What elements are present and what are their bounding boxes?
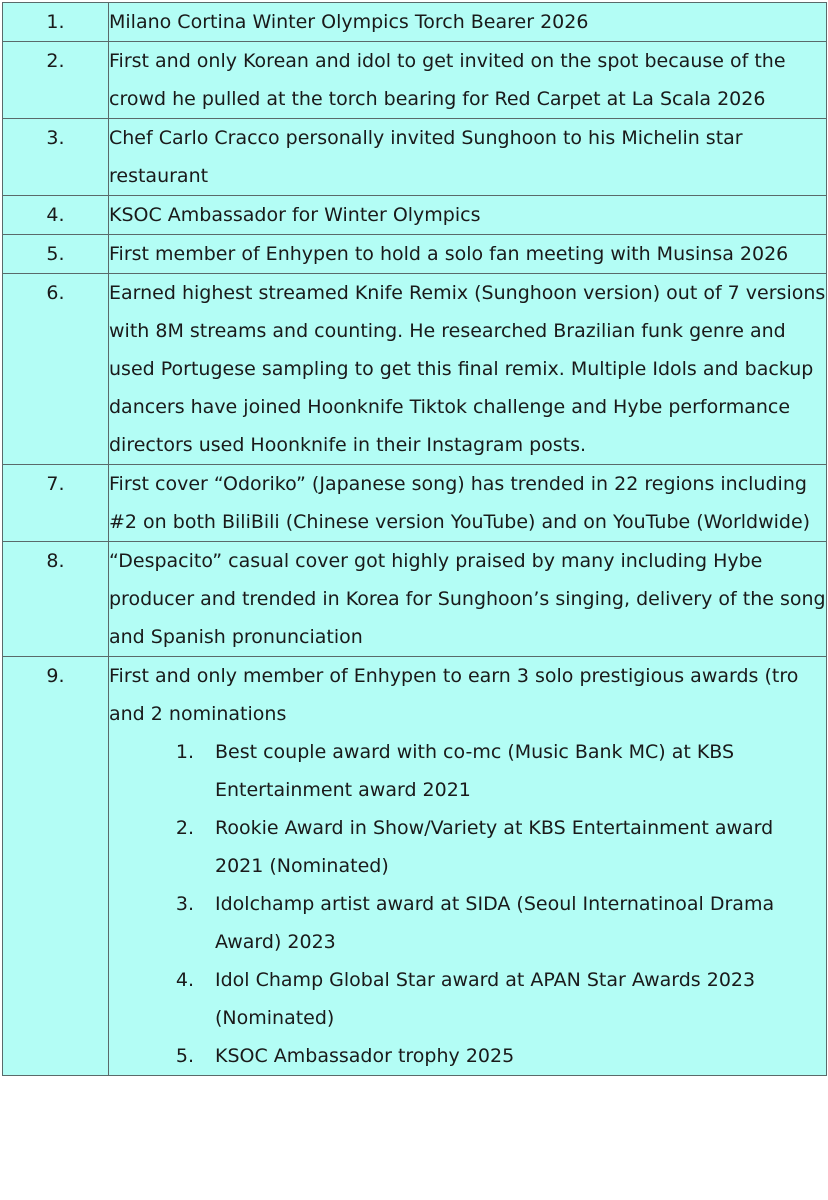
- row-number: 1.: [3, 3, 109, 42]
- sub-item-number: 5.: [175, 1045, 194, 1067]
- table-row: [3, 235, 827, 274]
- row-number: 5.: [3, 235, 109, 274]
- sub-item-number: 1.: [175, 741, 194, 763]
- row-number: 3.: [3, 119, 109, 196]
- row-number: 7.: [3, 465, 109, 542]
- row-number: 4.: [3, 196, 109, 235]
- row-text: “Despacito” casual cover got highly praised by many including Hybe producer and trended in Korea for Sunghoon’s singing, delivery of the song and Spanish pronunciation: [109, 542, 827, 657]
- row-text: KSOC Ambassador for Winter Olympics: [109, 196, 827, 235]
- table-row: [3, 3, 827, 42]
- table-row: [3, 542, 827, 657]
- list-item: [109, 1037, 826, 1075]
- sub-item-number: 2.: [175, 817, 194, 839]
- row-text: First cover “Odoriko” (Japanese song) has trended in 22 regions including #2 on both BiliBili (Chinese version YouTube) and on YouTube (Worldwide): [109, 465, 827, 542]
- table-row: [3, 657, 827, 1076]
- table-row: [3, 196, 827, 235]
- table-row: [3, 119, 827, 196]
- sub-item-text: Idolchamp artist award at SIDA (Seoul Internatinoal Drama Award) 2023: [215, 893, 775, 953]
- list-item: [109, 809, 826, 885]
- table-row: [3, 465, 827, 542]
- row-text-cell: [109, 657, 827, 1076]
- row-number: 8.: [3, 542, 109, 657]
- row-number: 6.: [3, 274, 109, 465]
- sub-item-text: Best couple award with co-mc (Music Bank MC) at KBS Entertainment award 2021: [215, 741, 735, 801]
- list-item: [109, 885, 826, 961]
- table-row: [3, 42, 827, 119]
- sub-item-text: KSOC Ambassador trophy 2025: [215, 1045, 515, 1067]
- row-text: Earned highest streamed Knife Remix (Sunghoon version) out of 7 versions with 8M streams and counting. He researched Brazilian funk genre and used Portugese sampling to get this final remix. Multiple Idols and backup dancers have joined Hoonknife Tiktok challenge and Hybe performance directors used Hoonknife in their Instagram posts.: [109, 274, 827, 465]
- row-number: 9.: [3, 657, 109, 1076]
- list-item: [109, 733, 826, 809]
- row-text: First and only member of Enhypen to earn 3 solo prestigious awards (tro and 2 nominations: [109, 665, 799, 725]
- table-row: [3, 274, 827, 465]
- row-text: Chef Carlo Cracco personally invited Sunghoon to his Michelin star restaurant: [109, 119, 827, 196]
- row-text: Milano Cortina Winter Olympics Torch Bearer 2026: [109, 3, 827, 42]
- list-item: [109, 961, 826, 1037]
- sub-item-text: Idol Champ Global Star award at APAN Star Awards 2023 (Nominated): [215, 969, 756, 1029]
- row-text: First and only Korean and idol to get invited on the spot because of the crowd he pulled at the torch bearing for Red Carpet at La Scala 2026: [109, 42, 827, 119]
- row-text: First member of Enhypen to hold a solo fan meeting with Musinsa 2026: [109, 235, 827, 274]
- sub-item-number: 4.: [175, 969, 194, 991]
- achievements-table: [2, 2, 827, 1076]
- sub-item-text: Rookie Award in Show/Variety at KBS Entertainment award 2021 (Nominated): [215, 817, 774, 877]
- award-sublist: [109, 733, 826, 1075]
- sub-item-number: 3.: [175, 893, 194, 915]
- row-number: 2.: [3, 42, 109, 119]
